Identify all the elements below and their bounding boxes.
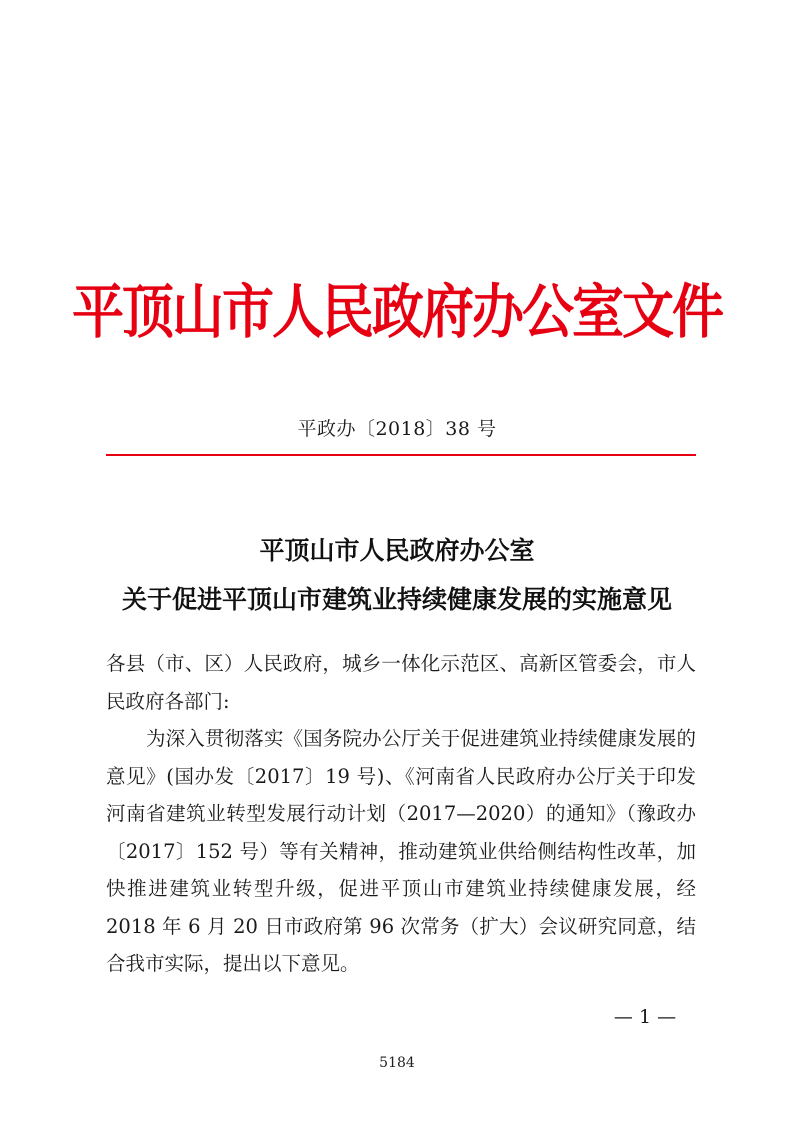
footer-code: 5184	[379, 1055, 415, 1071]
document-body	[106, 645, 696, 983]
body-paragraph-1: 为深入贯彻落实《国务院办公厅关于促进建筑业持续健康发展的意见》(国办发〔2017〕19 号)、《河南省人民政府办公厅关于印发河南省建筑业转型发展行动计划（2017—2020）的通知》（豫政办〔2017〕152 号）等有关精神，推动建筑业供给侧结构性改革，加快推进建筑业转型升级，促进平顶山市建筑业持续健康发展，经 2018 年 6 月 20 日市政府第 96 次常务（扩大）会议研究同意，结合我市实际，提出以下意见。	[106, 727, 696, 975]
addressee-paragraph: 各县（市、区）人民政府，城乡一体化示范区、高新区管委会，市人民政府各部门:	[106, 652, 696, 713]
document-masthead: 平顶山市人民政府办公室文件	[71, 278, 722, 347]
document-title-line-2: 关于促进平顶山市建筑业持续健康发展的实施意见	[121, 585, 672, 614]
document-number: 平政办〔2018〕38 号	[297, 418, 497, 440]
page-number: — 1 —	[613, 1006, 677, 1028]
header-red-rule	[106, 454, 696, 456]
document-title-line-1: 平顶山市人民政府办公室	[259, 536, 535, 565]
